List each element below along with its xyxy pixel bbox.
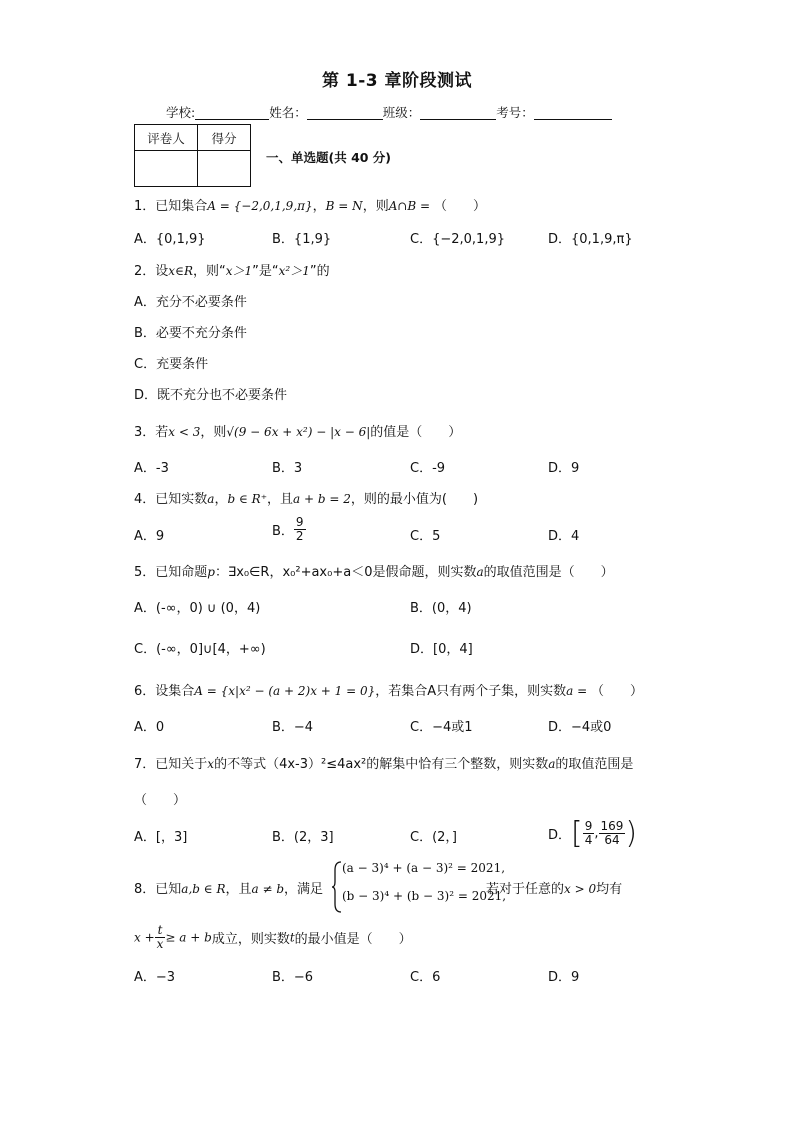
name-blank[interactable] (307, 106, 383, 120)
q3-option-b[interactable]: B．3 (272, 461, 303, 476)
q4-option-b[interactable]: B． $\frac{9}{2}$ (272, 515, 304, 544)
q4-option-a[interactable]: A．9 (134, 529, 165, 544)
q6-option-c[interactable]: C．−4或1 (410, 720, 473, 735)
q6-option-d[interactable]: D．−4或0 (548, 720, 612, 735)
question-8-tail: 若对于任意的x > 0均有 (486, 882, 623, 897)
name-label: 姓名： (269, 105, 307, 120)
q8-option-c[interactable]: C．6 (410, 970, 441, 985)
q3-option-d[interactable]: D．9 (548, 461, 580, 476)
reviewer-header: 评卷人 (135, 125, 198, 151)
q8-option-a[interactable]: A．−3 (134, 970, 176, 985)
q8-option-d[interactable]: D．9 (548, 970, 580, 985)
score-header: 得分 (198, 125, 251, 151)
q8-fraction-t-over-x: $\frac{t}{x}$ (156, 923, 164, 952)
q4-option-d[interactable]: D．4 (548, 529, 580, 544)
q5-option-d[interactable]: D．[0，4] (410, 642, 473, 657)
q8-option-b[interactable]: B．−6 (272, 970, 314, 985)
number-blank[interactable] (534, 106, 612, 120)
q4-option-b-fraction: $\frac{9}{2}$ (295, 515, 304, 544)
q5-option-c[interactable]: C．(-∞，0]∪[4，+∞) (134, 642, 266, 657)
score-table (134, 124, 251, 187)
page-title: 第 1-3 章阶段测试 (321, 71, 473, 91)
question-7: 7．已知关于x的不等式（4x-3）²≤4ax²的解集中恰有三个整数，则实数a的取值范围是 (134, 757, 634, 772)
question-6: 6．设集合A = {x|x² − (a + 2)x + 1 = 0}，若集合A只有两个子集，则实数a = （ ） (134, 684, 643, 699)
q6-option-b[interactable]: B．−4 (272, 720, 314, 735)
reviewer-cell[interactable] (135, 151, 198, 187)
q2-option-a[interactable]: A．充分不必要条件 (134, 295, 247, 310)
q5-option-b[interactable]: B．(0，4) (410, 601, 472, 616)
q8-equation-1: (a − 3)⁴ + (a − 3)² = 2021, (342, 861, 506, 875)
class-label: 班级： (382, 105, 421, 120)
question-7-line2: （ ） (134, 793, 187, 808)
question-3: 3．若x < 3，则√(9 − 6x + x²) − |x − 6|的值是（ ） (134, 425, 462, 440)
score-cell[interactable] (198, 151, 251, 187)
q7-option-b[interactable]: B．(2，3] (272, 830, 334, 845)
q3-option-c[interactable]: C．-9 (410, 461, 446, 476)
question-5: 5．已知命题p：∃x₀∈R，x₀²+ax₀+a＜0是假命题，则实数a的取值范围是（ ） (134, 565, 614, 580)
question-2: 2．设x∈R，则“x＞1”是“x²＞1”的 (134, 264, 330, 279)
question-1: 1．已知集合A = {−2,0,1,9,π}，B = N，则A∩B = （ ） (134, 199, 486, 214)
q8-equation-2: (b − 3)⁴ + (b − 3)² = 2021, (342, 889, 507, 903)
q1-option-a[interactable]: A．{0,1,9} (134, 232, 206, 247)
q7-option-a[interactable]: A．[，3] (134, 830, 188, 845)
q7-option-d-frac-b: $\frac{169}{64}$ (600, 818, 624, 847)
student-info-line (166, 103, 612, 121)
question-8: 8．已知a,b ∈ R，且a ≠ b，满足 (134, 882, 324, 897)
school-label: 学校: (166, 105, 196, 120)
q2-option-b[interactable]: B．必要不充分条件 (134, 326, 247, 341)
section-heading: 一、单选题(共 40 分) (266, 150, 392, 165)
q1-option-c[interactable]: C．{−2,0,1,9} (410, 232, 505, 247)
class-blank[interactable] (420, 106, 496, 120)
q3-option-a[interactable]: A．-3 (134, 461, 169, 476)
q1-option-d[interactable]: D．{0,1,9,π} (548, 232, 633, 247)
q7-option-d-frac-a: $\frac{9}{4}$ (584, 818, 593, 847)
q7-option-d[interactable]: D．[ $\frac{9}{4}$ , $\frac{169}{64}$ ) (548, 816, 638, 851)
question-4: 4．已知实数a，b ∈ R⁺，且a + b = 2，则的最小值为( ) (134, 492, 479, 507)
question-8-line2: x + $\frac{t}{x}$ ≥ a + b成立，则实数t的最小值是（ ） (134, 923, 412, 952)
q2-option-d[interactable]: D．既不充分也不必要条件 (134, 388, 288, 403)
school-blank[interactable] (195, 106, 269, 120)
q2-option-c[interactable]: C．充要条件 (134, 357, 209, 372)
q7-option-c[interactable]: C．(2，] (410, 830, 457, 845)
q4-option-c[interactable]: C．5 (410, 529, 441, 544)
q1-option-b[interactable]: B．{1,9} (272, 232, 332, 247)
q6-option-a[interactable]: A．0 (134, 720, 165, 735)
number-label: 考号： (496, 105, 534, 120)
q5-option-a[interactable]: A．(-∞，0) ∪ (0，4) (134, 601, 261, 616)
